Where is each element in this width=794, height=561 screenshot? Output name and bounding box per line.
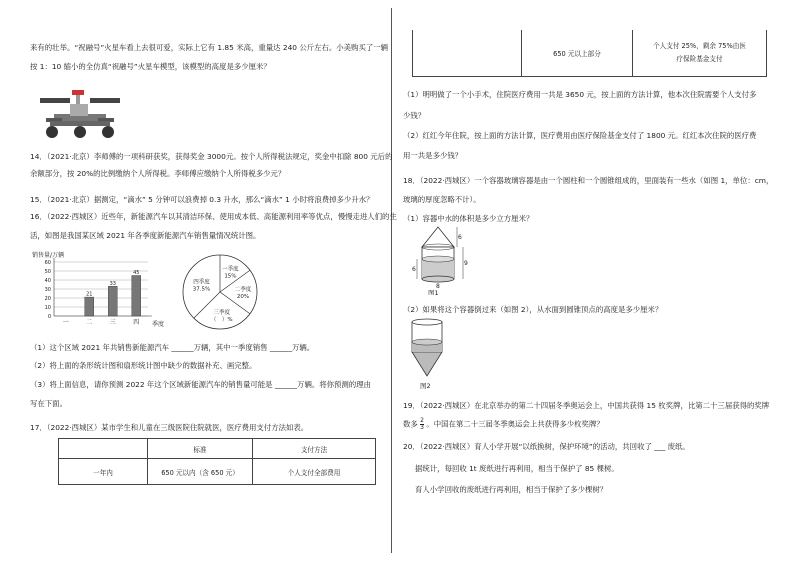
- bar-ytick-label: 50: [44, 269, 51, 275]
- bar-value-label: 45: [133, 270, 140, 276]
- table-cell-payment: 个人支付全部费用: [253, 459, 376, 485]
- table-header-empty: [59, 439, 148, 459]
- bar: [85, 297, 94, 316]
- table-cont-left-empty: [413, 30, 522, 76]
- table-cont-payment: [633, 30, 767, 76]
- bar-category-label: 一: [62, 319, 69, 326]
- bar-value-label: 33: [109, 280, 116, 287]
- q17-part2-line2: 用一共是多少钱？: [403, 151, 463, 160]
- bar-ytick-label: 40: [44, 278, 51, 284]
- column-divider: [391, 8, 392, 553]
- bar-category-label: 四: [133, 319, 140, 326]
- pie-slice-label: 一季度: [222, 266, 239, 273]
- pie-slice-value: 15%: [224, 273, 237, 280]
- q19-fraction-numerator: 2: [420, 417, 424, 424]
- q16-part2: （2）将上面的条形统计图和扇形统计图中缺少的数据补充、画完整。: [30, 361, 257, 370]
- bar-category-label: 三: [109, 319, 116, 326]
- q17-part1-line1: （1）明明做了一个小手术，住院医疗费用一共是 3650 元，按上面的方法计算，他本次住院需要个人支付多: [403, 90, 757, 99]
- bar: [108, 286, 117, 316]
- q16-line1: 16．（2022·西城区）近些年，新能源汽车以其清洁环保、使用成本低、高能源利用率等优点，慢慢走进人们的生: [30, 212, 397, 221]
- q19-line2-suffix: 。中国在第二十三届冬季奥运会上共获得多少枚奖牌？: [426, 419, 604, 429]
- pie-slice-label: 四季度: [193, 279, 210, 286]
- q17-part1-line2: 少钱？: [403, 111, 426, 120]
- bar-value-label: 21: [86, 291, 93, 298]
- q19-line1: 19．（2022·西城区）在北京举办的第二十四届冬季奥运会上，中国共获得 15 枚奖牌，比第二十三届获得的奖牌: [403, 401, 770, 410]
- bar-ytick-label: 60: [44, 260, 51, 266]
- table-cell-standard: 650 元以内（含 650 元）: [148, 459, 253, 485]
- bar-chart-ylabel: 销售量/万辆: [32, 252, 65, 259]
- bar-ytick-label: 30: [44, 287, 51, 293]
- q17-part2-line1: （2）红红今年住院，按上面的方法计算，医疗费用由医疗保险基金支付了 1800 元。红红本次住院的医疗费: [403, 131, 757, 140]
- table-header-payment: 支付方法: [253, 439, 376, 459]
- pie-slice-value: （ ）%: [210, 316, 233, 323]
- q15-text: 15．（2021·北京）据测定，“滴水” 5 分钟可以浪费掉 0.3 升水，那么“滴水” 1 小时将浪费掉多少升水？: [30, 195, 374, 204]
- q18-line2: 玻璃的厚度忽略不计）。: [403, 195, 481, 204]
- table-cell-period: 一年内: [59, 459, 148, 485]
- q13-line2: 按 1：10 缩小的全仿真“祝融号”火星车模型，该模型的高度是多少厘米？: [30, 62, 271, 71]
- q20-line1: 20．（2022·西城区）育人小学开展“以纸换树，保护环境”的活动，共回收了 ___ 废纸。: [403, 442, 690, 451]
- q16-part3-line2: 写在下面。: [30, 399, 67, 408]
- fig1-label: 图1: [428, 289, 439, 295]
- q14-line1: 14．（2021·北京）李师傅的一项科研获奖，获得奖金 3000元。按个人所得税法规定，奖金中扣除 800 元后的: [30, 152, 393, 161]
- bar-ytick-label: 0: [47, 314, 51, 320]
- pie-slice-value: 37.5%: [192, 286, 211, 293]
- q17-text: 17．（2022·西城区）某市学生和儿童在三级医院住院就医，医疗费用支付方法如表。: [30, 423, 309, 432]
- q19-fraction-denominator: 3: [420, 424, 424, 431]
- table-cont-payment-line2: 疗保险基金支付: [676, 54, 723, 63]
- q16-line2: 活，如图是我国某区域 2021 年各季度新能源汽车销售量情况统计图。: [30, 231, 261, 240]
- q18-line1: 18．（2022·西城区）一个容器玻璃容器是由一个圆柱和一个圆锥组成的，里面装有一些水（如图 1，单位：cm，: [403, 176, 774, 185]
- figure1-container: [408, 225, 468, 295]
- bar-chart-xlabel: 季度: [152, 321, 165, 328]
- figure2-container: [408, 318, 448, 390]
- bar: [132, 276, 141, 317]
- q19-fraction: [420, 418, 424, 431]
- fig1-dim-top: 6: [458, 234, 462, 241]
- q16-part1: （1）这个区域 2021 年共销售新能源汽车 ______万辆，其中一季度销售 ______万辆。: [30, 343, 315, 352]
- fig1-dim-bottom: 8: [436, 283, 440, 290]
- bar-ytick-label: 10: [44, 305, 51, 311]
- table-cont-standard: 650 元以上部分: [522, 30, 633, 76]
- q20-line2: 据统计，每回收 1t 废纸进行再利用，相当于保护了 85 棵树。: [415, 464, 619, 473]
- fig1-dim-left: 6: [412, 266, 416, 273]
- q13-line1: 来有的壮举。“祝融号”火星车看上去很可爱，实际上它有 1.85 米高，重量达 240 公斤左右。小美购买了一辆: [30, 43, 389, 52]
- q18-part1: （1）容器中水的体积是多少立方厘米？: [403, 214, 534, 223]
- q20-line3: 育人小学回收的废纸进行再利用，相当于保护了多少棵树？: [415, 485, 608, 494]
- pie-slice-value: 20%: [236, 294, 250, 300]
- pie-slice-label: 二季度: [234, 287, 252, 293]
- table-cont-payment-line1: 个人支付 25%，剩余 75%由医: [653, 41, 746, 50]
- fig2-label: 图2: [420, 382, 431, 390]
- medical-fee-table: [58, 438, 376, 485]
- q18-part2: （2）如果将这个容器倒过来（如图 2），从水面到圆锥顶点的高度是多少厘米？: [403, 305, 663, 314]
- q14-line2: 余额部分，按 20%的比例缴纳个人所得税。李师傅应缴纳个人所得税多少元？: [30, 169, 286, 178]
- medical-fee-table-continued: [412, 30, 767, 77]
- fig1-dim-right: 9: [464, 260, 468, 267]
- q19-line2-prefix: 数多: [403, 419, 418, 429]
- bar-category-label: 二: [86, 319, 93, 326]
- pie-slice-label: 三季度: [213, 309, 231, 316]
- bar-chart: [30, 250, 175, 330]
- bar-ytick-label: 20: [44, 296, 51, 302]
- table-header-standard: 标准: [148, 439, 253, 459]
- mars-rover-image: [40, 88, 120, 140]
- pie-chart: [180, 252, 260, 332]
- q16-part3-line1: （3）将上面信息，请你预测 2022 年这个区域新能源汽车的销售量可能是 ______万辆。将你预测的理由: [30, 380, 371, 389]
- q19-line2: [403, 418, 604, 431]
